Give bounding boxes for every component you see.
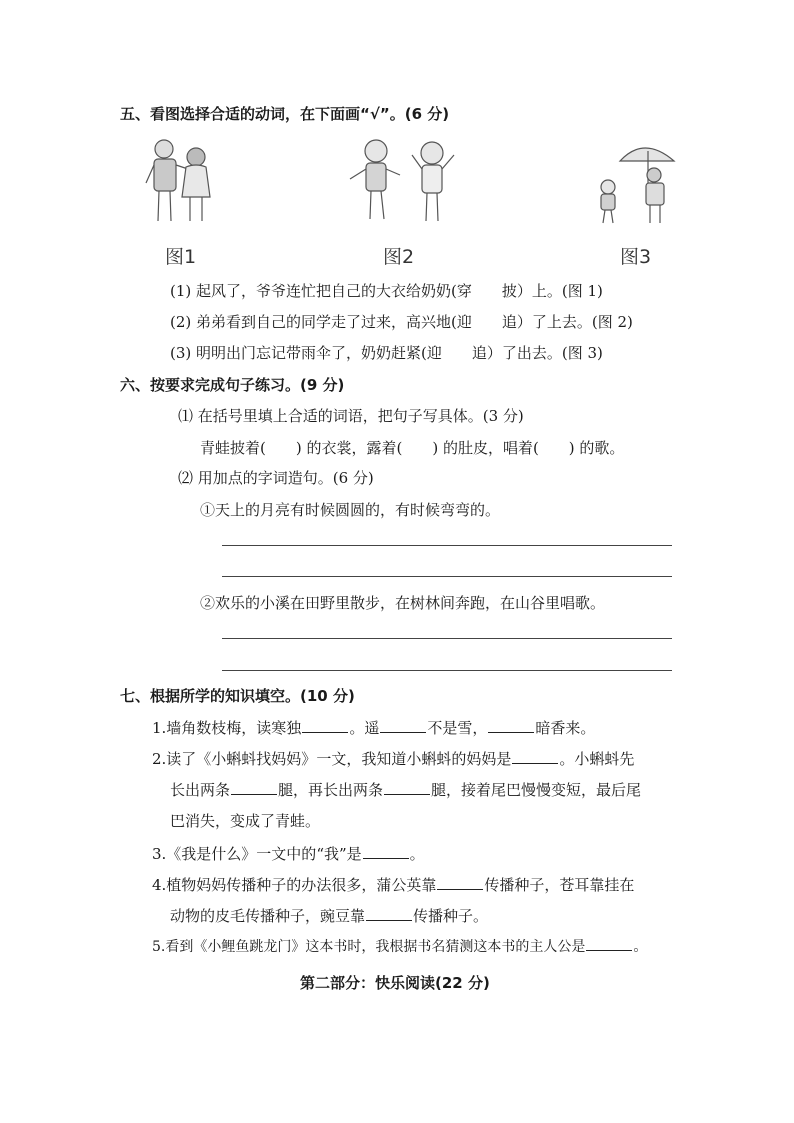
fill-line-2: [152, 748, 634, 769]
text: 1.墙角数枝梅，读寒独: [152, 719, 302, 737]
fill-blank[interactable]: [437, 875, 483, 890]
text: 传播种子。: [413, 907, 489, 925]
fill-line-7: [170, 905, 488, 926]
section7-title: 七、根据所学的知识填空。(10 分): [120, 687, 355, 705]
picture-3-umbrella: [592, 135, 678, 227]
text: 暗香来。: [535, 719, 596, 737]
picture-1-grandparents: [140, 135, 224, 227]
section6-q1-sentence: 青蛙披着( ) 的衣裳，露着( ) 的肚皮，唱着( ) 的歌。: [200, 439, 625, 457]
answer-line[interactable]: [222, 545, 672, 546]
fill-blank[interactable]: [363, 844, 409, 859]
fill-blank[interactable]: [586, 936, 632, 951]
fill-blank[interactable]: [380, 718, 426, 733]
picture-2-two-boys: [346, 135, 462, 227]
section6-question-2: ⑵ 用加点的字词造句。(6 分): [178, 469, 374, 487]
text: 长出两条: [170, 781, 231, 799]
fill-line-4: 巴消失，变成了青蛙。: [170, 812, 321, 830]
section5-title: 五、看图选择合适的动词，在下面画“√”。(6 分): [120, 105, 450, 123]
fill-line-6: [152, 874, 634, 895]
text: 4.植物妈妈传播种子的办法很多，蒲公英靠: [152, 876, 437, 894]
caption-figure-1: 图1: [165, 246, 197, 268]
fill-blank[interactable]: [384, 780, 430, 795]
part2-heading: 第二部分：快乐阅读(22 分): [300, 974, 490, 992]
fill-blank[interactable]: [488, 718, 534, 733]
section6-sentence-1: ①天上的月亮有时候圆圆的，有时候弯弯的。: [200, 501, 501, 519]
answer-line[interactable]: [222, 576, 672, 577]
text: 5.看到《小鲤鱼跳龙门》这本书时，我根据书名猜测这本书的主人公是: [152, 939, 586, 955]
text: 。: [633, 939, 648, 955]
fill-line-1: [152, 717, 595, 738]
section5-item-2: (2) 弟弟看到自己的同学走了过来，高兴地(迎 追）了上去。(图 2): [170, 313, 633, 331]
answer-line[interactable]: [222, 638, 672, 639]
text: 。遥: [349, 719, 380, 737]
section6-title: 六、按要求完成句子练习。(9 分): [120, 376, 345, 394]
text: 3.《我是什么》一文中的“我”是: [152, 845, 362, 863]
text: 腿，接着尾巴慢慢变短，最后尾: [431, 781, 642, 799]
text: 传播种子，苍耳靠挂在: [484, 876, 635, 894]
text: 。: [409, 845, 425, 863]
section6-question-1: ⑴ 在括号里填上合适的词语，把句子写具体。(3 分): [178, 407, 524, 425]
text: 不是雪，: [427, 719, 488, 737]
answer-line[interactable]: [222, 670, 672, 671]
fill-line-5: [152, 843, 425, 864]
section5-item-1: (1) 起风了，爷爷连忙把自己的大衣给奶奶(穿 披）上。(图 1): [170, 282, 603, 300]
fill-line-3: [170, 779, 641, 800]
text: 。小蝌蚪先: [559, 750, 635, 768]
fill-blank[interactable]: [231, 780, 277, 795]
section6-sentence-2: ②欢乐的小溪在田野里散步，在树林间奔跑，在山谷里唱歌。: [200, 594, 606, 612]
fill-blank[interactable]: [512, 749, 558, 764]
fill-line-8: [152, 936, 647, 956]
section5-item-3: (3) 明明出门忘记带雨伞了，奶奶赶紧(迎 追）了出去。(图 3): [170, 344, 603, 362]
caption-figure-2: 图2: [383, 246, 415, 268]
fill-blank[interactable]: [302, 718, 348, 733]
text: 2.读了《小蝌蚪找妈妈》一文，我知道小蝌蚪的妈妈是: [152, 750, 512, 768]
text: 腿，再长出两条: [278, 781, 384, 799]
text: 动物的皮毛传播种子，豌豆靠: [170, 907, 366, 925]
fill-blank[interactable]: [366, 906, 412, 921]
caption-figure-3: 图3: [620, 246, 652, 268]
